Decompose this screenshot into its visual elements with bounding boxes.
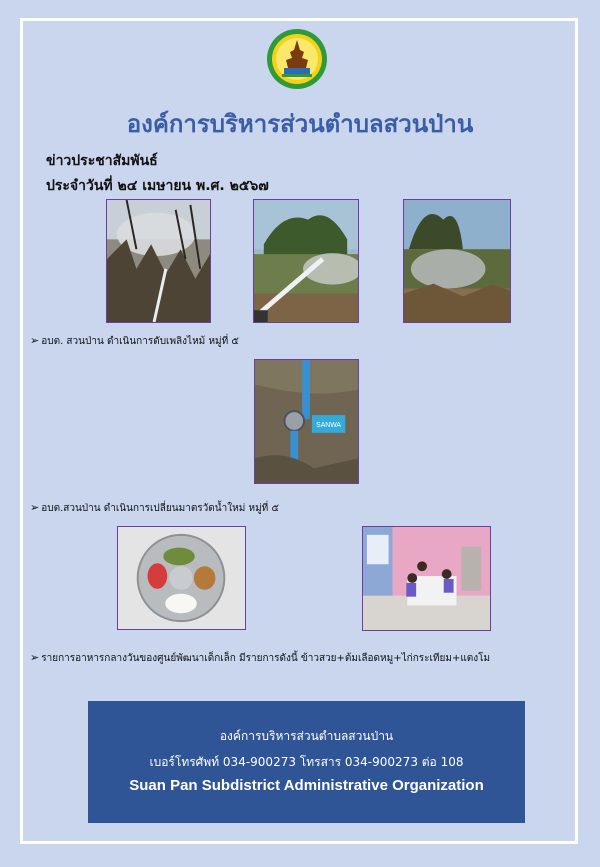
- footer-phone-line: เบอร์โทรศัพท์ 034-900273 โทรสาร 034-900273 ต่อ 108: [149, 755, 464, 769]
- footer-banner: [88, 701, 525, 823]
- arrow-bullet-icon: ➢: [30, 651, 40, 664]
- caption-lunch: [30, 651, 490, 666]
- arrow-bullet-icon: ➢: [30, 334, 40, 347]
- footer-org-name-en: Suan Pan Subdistrict Administrative Organization: [129, 777, 484, 794]
- water-meter-photo: [254, 359, 359, 484]
- fire-photo-2: [253, 199, 359, 323]
- lunch-tray-photo: [117, 526, 246, 630]
- arrow-bullet-icon: ➢: [30, 501, 40, 514]
- caption-fire-text: อบต. สวนป่าน ดำเนินการดับเพลิงไหม้ หมู่ที่ ๕: [41, 336, 239, 347]
- caption-lunch-text: รายการอาหารกลางวันของศูนย์พัฒนาเด็กเล็ก มีรายการดังนี้ ข้าวสวย+ต้มเลือดหมู+ไก่กระเทียม+แตงโม: [41, 653, 491, 664]
- fire-photo-1: [106, 199, 211, 323]
- caption-meter: [30, 501, 279, 516]
- children-lunch-photo: [362, 526, 491, 631]
- date-line: ประจำวันที่ ๒๔ เมษายน พ.ศ. ๒๕๖๗: [46, 178, 269, 194]
- caption-meter-text: อบต.สวนป่าน ดำเนินการเปลี่ยนมาตรวัดน้ำใหม่ หมู่ที่ ๕: [41, 503, 280, 514]
- caption-fire: [30, 334, 239, 349]
- news-label: ข่าวประชาสัมพันธ์: [46, 153, 158, 169]
- meter-box-label: SANWA: [316, 421, 342, 429]
- fire-photo-3: [403, 199, 511, 323]
- footer-org-name-th: องค์การบริหารส่วนตำบลสวนป่าน: [219, 729, 394, 743]
- organization-logo: [266, 28, 328, 90]
- page-title: องค์การบริหารส่วนตำบลสวนป่าน: [126, 110, 474, 138]
